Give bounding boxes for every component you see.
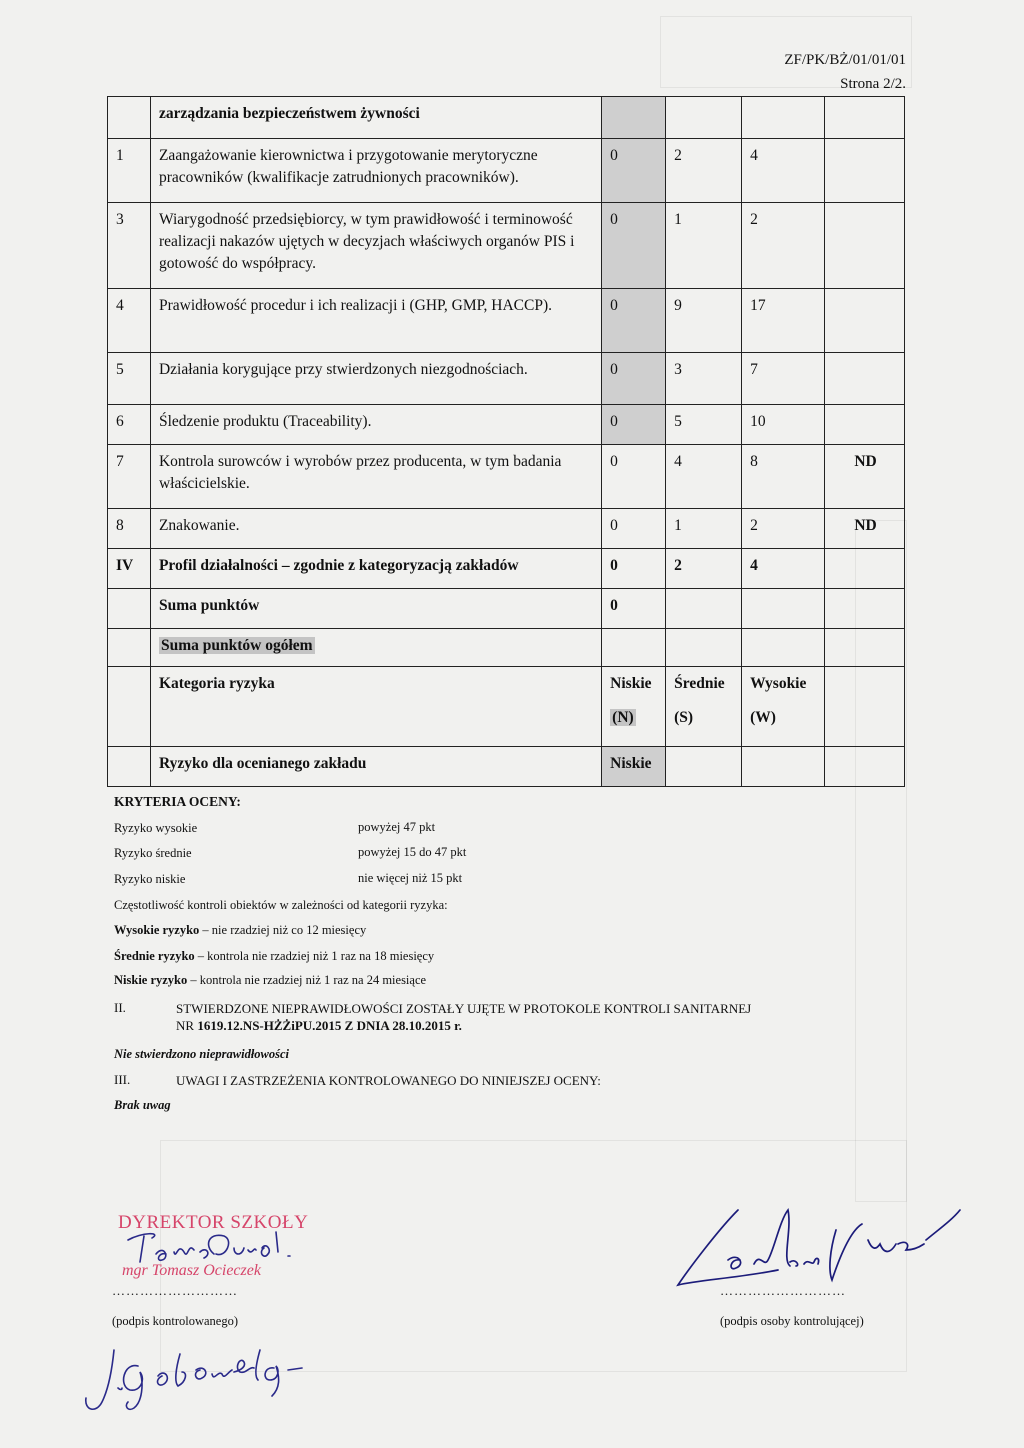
table-row — [108, 97, 905, 139]
page-number: Strona 2/2. — [840, 76, 906, 92]
section-ii-number: II. — [114, 1000, 126, 1015]
inspector-signature — [668, 1200, 968, 1300]
criteria-title: KRYTERIA OCENY: — [114, 794, 241, 809]
criteria-value: nie więcej niż 15 pkt — [358, 871, 463, 885]
row-label: zarządzania bezpieczeństwem żywności — [150, 97, 601, 139]
document-code: ZF/PK/BŻ/01/01/01 — [784, 52, 906, 68]
sum-total-row: Suma punktów ogółem — [108, 629, 905, 667]
criteria-label: Ryzyko wysokie — [114, 821, 198, 835]
section-iii-number: III. — [114, 1072, 131, 1087]
table-row: 8 Znakowanie. 0 1 2 ND — [108, 509, 905, 549]
risk-result-row: Ryzyko dla ocenianego zakładu Niskie — [108, 747, 905, 787]
director-stamp-title: DYREKTOR SZKOŁY — [118, 1212, 309, 1233]
table-row: 4 Prawidłowość procedur i ich realizacji i (GHP, GMP, HACCP). 0 9 17 — [108, 289, 905, 353]
frequency-intro: Częstotliwość kontroli obiektów w zależności od kategorii ryzyka: — [114, 898, 448, 912]
signature-line-right: ……………………… — [720, 1283, 846, 1298]
table-row: 5 Działania korygujące przy stwierdzonych niezgodnościach. 0 3 7 — [108, 353, 905, 405]
not-applicable-label: ND — [825, 445, 905, 509]
frequency-item: Średnie ryzyko – kontrola nie rzadziej niż 1 raz na 18 miesięcy — [114, 949, 435, 963]
signature-label-right: (podpis osoby kontrolującej) — [720, 1314, 864, 1328]
signature-label-left: (podpis kontrolowanego) — [112, 1314, 239, 1328]
table-row: 7 Kontrola surowców i wyrobów przez producenta, w tym badania właścicielskie. 0 4 8 ND — [108, 445, 905, 509]
table-row: 3 Wiarygodność przedsiębiorcy, w tym prawidłowość i terminowość realizacji nakazów ujętych w decyzjach właściwych organów PIS i gotowość do współpracy. 0 1 2 — [108, 203, 905, 289]
assessment-table — [107, 96, 905, 787]
table-row: 6 Śledzenie produktu (Traceability). 0 5 10 — [108, 405, 905, 445]
section-iv-row: IV Profil działalności – zgodnie z kategoryzacją zakładów 0 2 4 — [108, 549, 905, 589]
director-stamp-name: mgr Tomasz Ocieczek — [122, 1262, 261, 1279]
not-applicable-label: ND — [825, 509, 905, 549]
criteria-value: powyżej 15 do 47 pkt — [358, 845, 467, 859]
section-iii-text: UWAGI I ZASTRZEŻENIA KONTROLOWANEGO DO NINIEJSZEJ OCENY: — [176, 1073, 601, 1088]
section-ii-text: STWIERDZONE NIEPRAWIDŁOWOŚCI ZOSTAŁY UJĘTE W PROTOKOLE KONTROLI SANITARNEJ NR 1619.12.NS-HŻŻiPU.2015 Z DNIA 28.10.2015 r. — [176, 1001, 752, 1033]
table-row: 1 Zaangażowanie kierownictwa i przygotowanie merytoryczne pracowników (kwalifikacje zatrudnionych pracowników). 0 2 4 — [108, 139, 905, 203]
controlled-party-signature — [78, 1340, 308, 1420]
signature-line-left: ……………………… — [112, 1283, 238, 1298]
criteria-label: Ryzyko średnie — [114, 846, 192, 860]
frequency-item: Niskie ryzyko – kontrola nie rzadziej niż 1 raz na 24 miesiące — [114, 973, 427, 987]
section-ii-note: Nie stwierdzono nieprawidłowości — [114, 1047, 290, 1061]
criteria-value: powyżej 47 pkt — [358, 820, 436, 834]
frequency-item: Wysokie ryzyko – nie rzadziej niż co 12 miesięcy — [114, 923, 367, 937]
sum-points-row: Suma punktów 0 — [108, 589, 905, 629]
criteria-label: Ryzyko niskie — [114, 872, 186, 886]
risk-category-row: Kategoria ryzyka Niskie (N) Średnie (S) Wysokie (W) — [108, 667, 905, 747]
section-iii-note: Brak uwag — [114, 1098, 171, 1112]
risk-result-value: Niskie — [602, 747, 666, 787]
